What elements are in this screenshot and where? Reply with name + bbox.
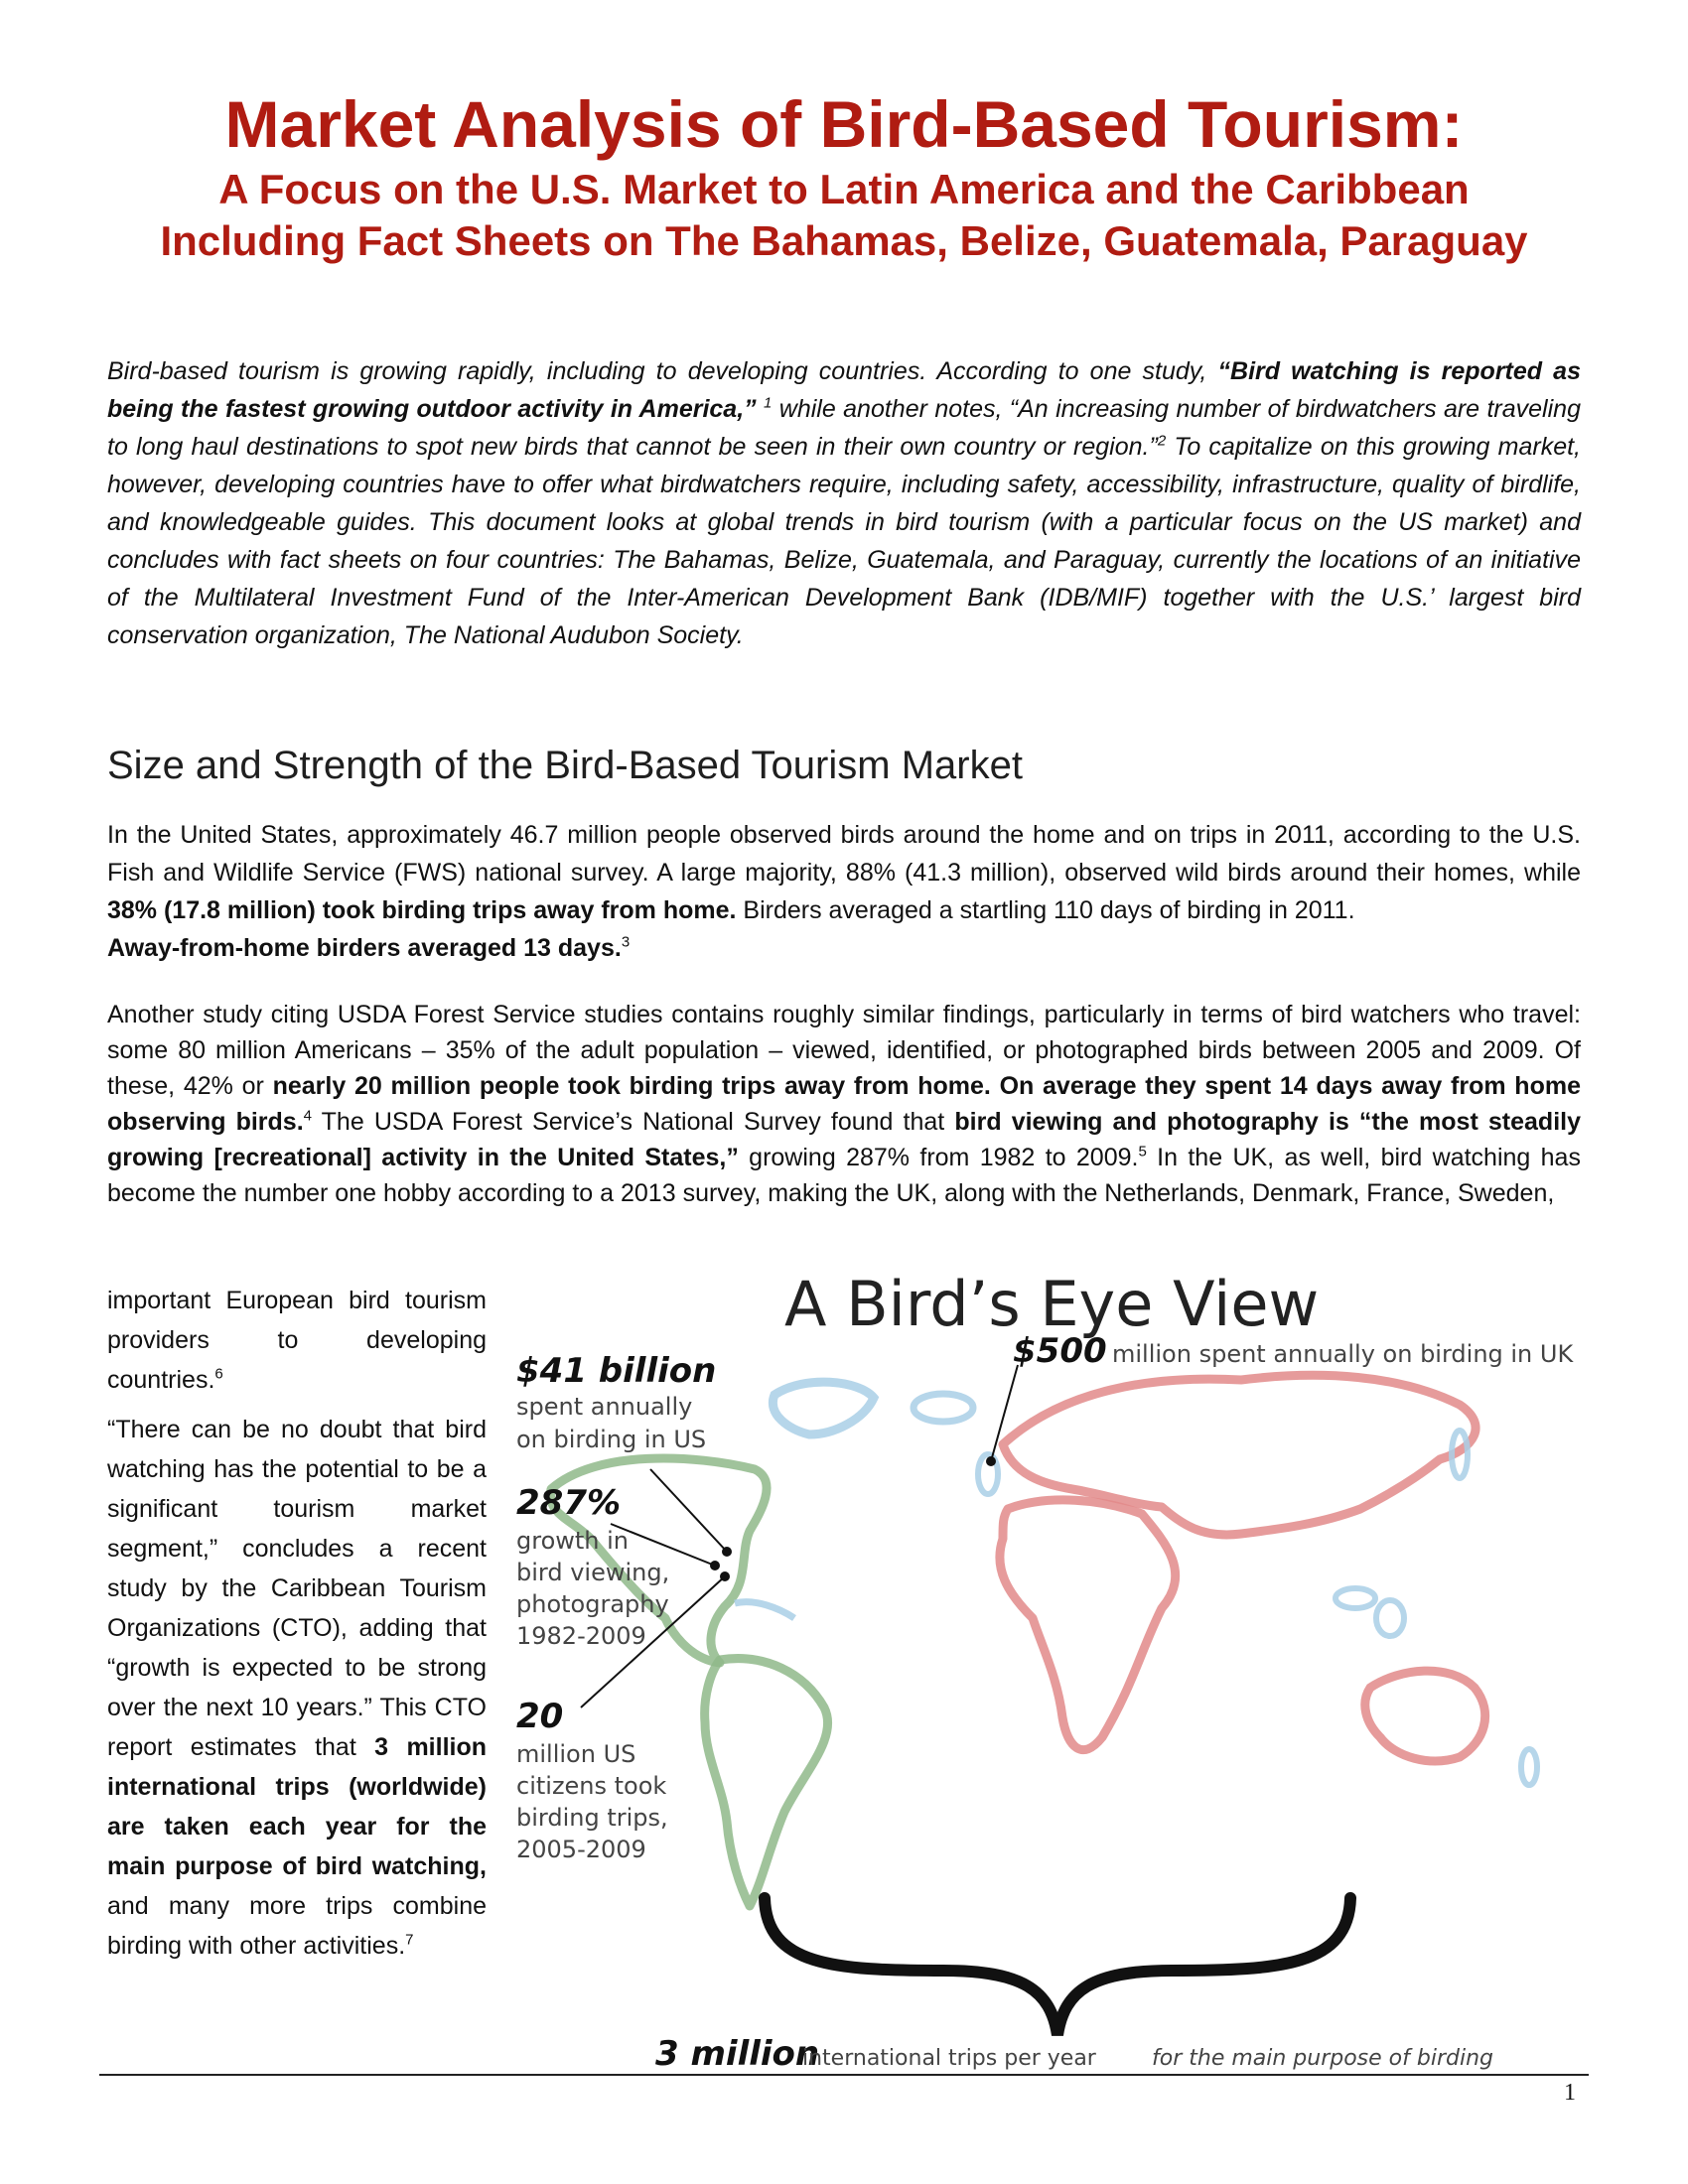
stat-41-billion-line-2: on birding in US bbox=[516, 1426, 707, 1453]
pointer-line-41-billion bbox=[650, 1469, 727, 1552]
footnote-ref-3: 3 bbox=[621, 933, 631, 951]
footnote-ref-5: 5 bbox=[1138, 1143, 1147, 1160]
stat-20-line-1: million US bbox=[516, 1740, 636, 1768]
page-number: 1 bbox=[1564, 2080, 1576, 2106]
stat-20-value: 20 bbox=[516, 1697, 564, 1736]
intro-text-1: Bird-based tourism is growing rapidly, including to developing countries. According to one study, bbox=[107, 357, 1218, 385]
p1-bold-1: 38% (17.8 million) took birding trips away from home. bbox=[107, 896, 737, 924]
intro-quote-1: “Bird watching is reported as being the fastest growing outdoor activity in America,” bbox=[107, 357, 1581, 423]
p1-text-2: Birders averaged a startling 110 days of birding in 2011. bbox=[736, 896, 1355, 924]
birds-eye-view-infographic bbox=[506, 1271, 1589, 2080]
left-text-3: and many more trips combine birding with other activities. bbox=[107, 1892, 487, 1960]
caribbean-outline bbox=[735, 1602, 794, 1618]
indonesia-islands bbox=[1376, 1600, 1404, 1636]
stat-287-value: 287% bbox=[516, 1483, 622, 1523]
title-block bbox=[60, 84, 1628, 267]
left-bold-stat: 3 million international trips (worldwide) are taken each year for the main purpose of bird watching, bbox=[107, 1733, 488, 1880]
stat-41-billion-line-1: spent annually bbox=[516, 1393, 693, 1421]
footnote-ref-1: 1 bbox=[764, 394, 773, 412]
stat-287-line-4: 1982-2009 bbox=[516, 1622, 646, 1650]
bottom-stat-text-1: international trips per year bbox=[802, 2046, 1096, 2071]
left-text-2: “There can be no doubt that bird watching has the potential to be a significant tourism market segment,” concludes a recent study by the Caribbean Tourism Organizations (CTO), adding that “growth is expected to be strong over the next 10 years.” This CTO report estimates that bbox=[107, 1416, 487, 1761]
intro-text-2: while another notes, “An increasing number of birdwatchers are traveling to long haul destinations to spot new birds that cannot be seen in their own country or region.” bbox=[107, 395, 1581, 461]
bottom-stat-text-2: for the main purpose of birding bbox=[1152, 2046, 1493, 2071]
bottom-stat-value: 3 million bbox=[655, 2034, 820, 2074]
stat-20-line-4: 2005-2009 bbox=[516, 1836, 646, 1863]
pointer-dot-uk bbox=[986, 1456, 996, 1466]
p2-text-3: growing 287% from 1982 to 2009. bbox=[738, 1144, 1139, 1171]
stat-287-line-2: bird viewing, bbox=[516, 1559, 670, 1586]
south-america-outline bbox=[705, 1659, 828, 1906]
left-text-1: important European bird tourism providers to developing countries. bbox=[107, 1287, 487, 1394]
intro-paragraph bbox=[107, 352, 1581, 654]
p1-bold-2: Away-from-home birders averaged 13 days. bbox=[107, 934, 622, 962]
p2-text-1: Another study citing USDA Forest Service studies contains roughly similar findings, particularly in terms of bird watchers who travel: some 80 million Americans – 35% of the adult population – viewed, identified, or photographed birds between 2005 and 2009. Of these, 42% or bbox=[107, 1001, 1581, 1100]
footer-rule bbox=[99, 2074, 1589, 2076]
left-paragraph-1 bbox=[107, 1281, 487, 1400]
australia-outline bbox=[1365, 1671, 1485, 1761]
stat-uk-text: million spent annually on birding in UK bbox=[1112, 1340, 1574, 1368]
pointer-dot-2 bbox=[710, 1561, 720, 1570]
stat-287-line-1: growth in bbox=[516, 1527, 630, 1555]
p2-text-4: In the UK, as well, bird watching has become the number one hobby according to a 2013 survey, making the UK, along with the Netherlands, Denmark, France, Sweden, bbox=[107, 1144, 1581, 1207]
footnote-ref-2: 2 bbox=[1157, 432, 1167, 450]
pointer-dot-3 bbox=[720, 1571, 730, 1581]
curly-brace bbox=[765, 1898, 1350, 2035]
paragraph-fws-survey bbox=[107, 816, 1581, 967]
greenland-outline bbox=[773, 1382, 874, 1434]
stat-20-line-3: birding trips, bbox=[516, 1804, 668, 1832]
stat-uk-value: $500 bbox=[1013, 1331, 1107, 1371]
infographic-title: A Bird’s Eye View bbox=[784, 1271, 1320, 1340]
section-heading: Size and Strength of the Bird-Based Tourism Market bbox=[107, 744, 1023, 787]
p2-bold-1: nearly 20 million people took birding trips away from home. On average they spent 14 days away from home observing birds. bbox=[107, 1072, 1581, 1136]
left-column bbox=[107, 1281, 487, 1966]
left-paragraph-2 bbox=[107, 1410, 487, 1966]
document-subtitle-1: A Focus on the U.S. Market to Latin America and the Caribbean bbox=[218, 166, 1470, 212]
document-title: Market Analysis of Bird-Based Tourism: bbox=[224, 87, 1464, 161]
stat-41-billion-value: $41 billion bbox=[516, 1351, 717, 1391]
footnote-ref-7: 7 bbox=[405, 1931, 414, 1949]
stat-20-line-2: citizens took bbox=[516, 1772, 667, 1800]
p2-bold-2: bird viewing and photography is “the most steadily growing [recreational] activity in the United States,” bbox=[107, 1108, 1581, 1171]
iceland-outline bbox=[914, 1394, 973, 1422]
paragraph-usda-study bbox=[107, 997, 1581, 1211]
intro-text-3: To capitalize on this growing market, however, developing countries have to offer what birdwatchers require, including safety, accessibility, infrastructure, quality of birdlife, and knowledgeable guides. This document looks at global trends in bird tourism (with a particular focus on the US market) and concludes with fact sheets on four countries: The Bahamas, Belize, Guatemala, and Paraguay, currently the locations of an initiative of the Multilateral Investment Fund of the Inter-American Development Bank (IDB/MIF) together with the U.S.’ largest bird conservation organization, The National Audubon Society. bbox=[107, 433, 1581, 649]
new-zealand-outline bbox=[1521, 1749, 1537, 1785]
eurasia-outline bbox=[1003, 1375, 1476, 1535]
p1-text-1: In the United States, approximately 46.7 million people observed birds around the home and on trips in 2011, according to the U.S. Fish and Wildlife Service (FWS) national survey. A large majority, 88% (41.3 million), observed wild birds around their homes, while bbox=[107, 821, 1581, 887]
africa-outline bbox=[1000, 1500, 1176, 1750]
pointer-dot-1 bbox=[722, 1547, 732, 1557]
document-subtitle-2: Including Fact Sheets on The Bahamas, Belize, Guatemala, Paraguay bbox=[160, 217, 1528, 264]
footnote-ref-6: 6 bbox=[214, 1365, 223, 1383]
stat-287-line-3: photography bbox=[516, 1590, 669, 1618]
southeast-asia-islands bbox=[1336, 1588, 1375, 1608]
footnote-ref-4: 4 bbox=[303, 1107, 312, 1125]
p2-text-2: The USDA Forest Service’s National Survey found that bbox=[312, 1108, 955, 1136]
